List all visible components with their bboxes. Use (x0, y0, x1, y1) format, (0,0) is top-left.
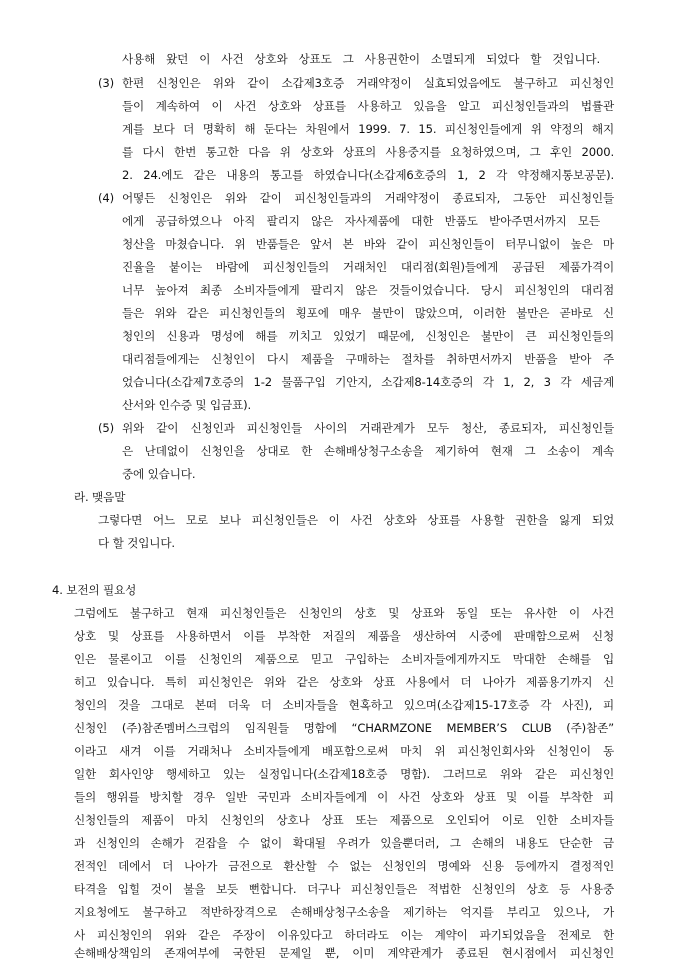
paragraph-line: 산서와 인수증 및 입금표). (122, 398, 252, 412)
paragraph-line: 상호 및 상표를 사용하면서 이를 부착한 저질의 제품을 생산하여 시중에 판매함으로써 신청 (74, 629, 614, 643)
paragraph-line: 타격을 입힐 것이 불을 보듯 뻔합니다. 더구나 피신청인들은 적법한 신청인의 상호 등 사용중 (74, 882, 614, 896)
paragraph-line: 지요청에도 불구하고 적반하장격으로 손해배상청구소송을 제기하는 억지를 부리고 있으나, 가 (74, 905, 614, 919)
paragraph-line: 그렇다면 어느 모로 보나 피신청인들은 이 사건 상호와 상표를 사용할 권한을 잃게 되었 (98, 513, 614, 527)
item-number: (3) (98, 76, 114, 90)
paragraph-line: 어떻든 신청인은 위와 같이 피신청인들과의 거래약정이 종료되자, 그동안 피신청인들 (122, 191, 614, 205)
paragraph-line: 손해배상책임의 존재여부에 국한된 문제일 뿐, 이미 계약관계가 종료된 현시점에서 피신청인 (74, 946, 614, 960)
item-number: (4) (98, 191, 114, 205)
paragraph-line: 은 난데없이 신청인을 상대로 한 손해배상청구소송을 제기하여 현재 그 소송이 계속 (122, 444, 614, 458)
paragraph-line: 를 다시 한번 통고한 다음 위 상호와 상표의 사용중지를 요청하였으며, 그 후인 2000. (122, 145, 614, 159)
paragraph-line: 청인의 신용과 명성에 해를 끼치고 있었기 때문에, 신청인은 불만이 큰 피신청인들의 (122, 329, 614, 343)
paragraph-line: 히고 있습니다. 특히 피신청인은 위와 같은 상호와 상표 사용에서 더 나아가 제품용기까지 신 (74, 675, 614, 689)
paragraph-line: 일한 회사인양 행세하고 있는 실정입니다(소갑제18호증 명함). 그러므로 위와 같은 피신청인 (74, 767, 614, 781)
paragraph-line: 진율을 붙이는 바람에 피신청인들의 거래처인 대리점(회원)들에게 공급된 제품가격이 (122, 260, 614, 274)
paragraph-line: 었습니다(소갑제7호증의 1-2 물품구입 기안지, 소갑제8-14호증의 각 1, 2, 3 각 세금계 (122, 375, 614, 389)
paragraph-line: 계를 보다 더 명확히 해 둔다는 차원에서 1999. 7. 15. 피신청인들에게 위 약정의 해지 (122, 122, 614, 136)
paragraph-line: 전적인 데에서 더 나아가 금전으로 환산할 수 없는 신청인의 명예와 신용 등에까지 결정적인 (74, 859, 614, 873)
paragraph-line: 다 할 것입니다. (98, 536, 175, 550)
paragraph-line: 에게 공급하였으나 아직 팔리지 않은 자사제품에 대한 반품도 받아주면서까지 모든 (122, 214, 600, 228)
paragraph-line: 들의 행위를 방치할 경우 일반 국민과 소비자들에게 이 사건 상호와 상표 및 이를 부착한 피 (74, 790, 614, 804)
paragraph-line: 인은 물론이고 이를 신청인의 제품으로 믿고 구입하는 소비자들에게까지도 막대한 손해를 입 (74, 652, 614, 666)
paragraph-line: 위와 같이 신청인과 피신청인들 사이의 거래관계가 모두 청산, 종료되자, 피신청인들 (122, 421, 614, 435)
paragraph-line: 사 피신청인의 위와 같은 주장이 이유있다고 하더라도 이는 계약이 파기되었음을 전제로 한 (74, 928, 614, 942)
paragraph-line: 2. 24.에도 같은 내용의 통고를 하였습니다(소갑제6호증의 1, 2 각 약정해지통보공문). (122, 168, 614, 182)
paragraph-line: 그럼에도 불구하고 현재 피신청인들은 신청인의 상호 및 상표와 동일 또는 유사한 이 사건 (74, 606, 614, 620)
paragraph-line: 들은 위와 같은 피신청인들의 횡포에 매우 불만이 많았으며, 이러한 불만은 곧바로 신 (122, 306, 614, 320)
paragraph-line: 들이 계속하여 이 사건 상호와 상표를 사용하고 있음을 알고 피신청인들과의 법률관 (122, 99, 614, 113)
section-heading: 4. 보전의 필요성 (52, 583, 137, 597)
paragraph-line: 대리점들에게는 신청인이 다시 제품을 구매하는 절차를 취하면서까지 반품을 받아 주 (122, 352, 614, 366)
paragraph-line: 중에 있습니다. (122, 467, 196, 481)
paragraph-line: 청산을 마쳤습니다. 위 반품들은 앞서 본 바와 같이 피신청인들이 터무니없이 높은 마 (122, 237, 614, 251)
continuation-line: 사용해 왔던 이 사건 상호와 상표도 그 사용권한이 소멸되게 되었다 할 것입니다. (122, 52, 600, 66)
paragraph-line: 신청인들의 제품이 마치 신청인의 상호나 상표 또는 제품으로 오인되어 이로 인한 소비자들 (74, 813, 614, 827)
paragraph-line: 과 신청인의 손해가 걷잡을 수 없이 확대될 우려가 있을뿐더러, 그 손해의 내용도 단순한 금 (74, 836, 614, 850)
paragraph-line: 신청인 (주)참존멤버스크럽의 임직원들 명함에 “CHARMZONE MEMBER’S CLUB (주)참존” (74, 721, 614, 735)
item-number: (5) (98, 421, 114, 435)
paragraph-line: 이라고 새겨 이를 거래처나 소비자들에게 배포함으로써 마치 위 피신청인회사와 신청인이 동 (74, 744, 614, 758)
paragraph-line: 청인의 것을 그대로 본떠 더욱 더 소비자들을 현혹하고 있으며(소갑제15-17호증 각 사진), 피 (74, 698, 614, 712)
paragraph-line: 한편 신청인은 위와 같이 소갑제3호증 거래약정이 실효되었음에도 불구하고 피신청인 (122, 76, 614, 90)
section-heading: 라. 맺음말 (74, 490, 126, 504)
paragraph-line: 너무 높아져 최종 소비자들에게 팔리지 않은 것들이었습니다. 당시 피신청인의 대리점 (122, 283, 614, 297)
